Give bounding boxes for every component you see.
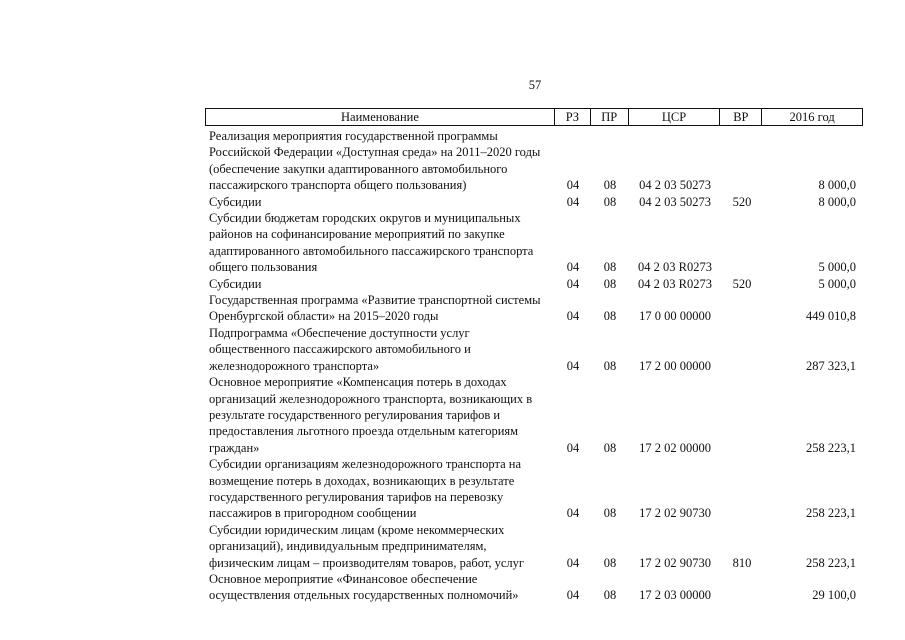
row-name-line: общего пользования (209, 260, 318, 275)
row-pr: 08 (603, 260, 617, 275)
row-amount: 258 223,1 (806, 555, 856, 570)
row-amount: 287 323,1 (806, 358, 856, 373)
row-name (205, 571, 555, 604)
table-row (205, 276, 863, 292)
row-name (205, 456, 555, 522)
row-rz: 04 (566, 309, 580, 324)
row-name-line: (обеспечение закупки адаптированного автомобильного (209, 161, 508, 176)
table-row (205, 128, 863, 194)
row-amount: 29 100,0 (812, 588, 856, 603)
row-amount: 8 000,0 (818, 194, 856, 209)
row-pr: 08 (603, 358, 617, 373)
table-header (205, 108, 863, 126)
table-body (205, 128, 863, 604)
row-rz: 04 (566, 194, 580, 209)
header-rz: РЗ (555, 109, 591, 125)
row-name-line: предоставления льготного проезда отдельным категориям (209, 424, 519, 439)
row-name-line: железнодорожного транспорта» (209, 358, 380, 373)
row-name-line: адаптированного автомобильного пассажирского транспорта (209, 243, 534, 258)
row-amount: 258 223,1 (806, 506, 856, 521)
table-row (205, 325, 863, 374)
row-pr: 08 (603, 588, 617, 603)
row-rz: 04 (566, 260, 580, 275)
row-csr: 04 2 03 50273 (639, 178, 711, 193)
row-vr: 520 (732, 194, 752, 209)
header-name: Наименование (206, 109, 555, 125)
row-rz: 04 (566, 178, 580, 193)
table-row (205, 194, 863, 210)
row-name (205, 522, 555, 571)
row-pr: 08 (603, 276, 617, 291)
row-name (205, 210, 555, 276)
row-name-line: Субсидии организациям железнодорожного транспорта на (209, 457, 522, 472)
row-csr: 17 2 03 00000 (639, 588, 711, 603)
row-amount: 8 000,0 (818, 178, 856, 193)
row-rz: 04 (566, 588, 580, 603)
row-name-line: граждан» (209, 440, 260, 455)
row-csr: 17 2 02 00000 (639, 440, 711, 455)
row-rz: 04 (566, 440, 580, 455)
row-name (205, 374, 555, 456)
row-name-line: Российской Федерации «Доступная среда» на 2011–2020 годы (209, 145, 541, 160)
page-number: 57 (528, 78, 542, 92)
row-name-line: Субсидии (209, 276, 262, 291)
row-amount: 5 000,0 (818, 260, 856, 275)
row-name (205, 128, 555, 194)
row-name (205, 292, 555, 325)
table-row (205, 571, 863, 604)
row-csr: 04 2 03 R0273 (638, 276, 712, 291)
row-name-line: организаций железнодорожного транспорта, возникающих в (209, 391, 533, 406)
row-name-line: Реализация мероприятия государственной программы (209, 129, 498, 143)
row-name (205, 325, 555, 374)
row-pr: 08 (603, 178, 617, 193)
row-rz: 04 (566, 276, 580, 291)
header-pr: ПР (591, 109, 629, 125)
row-csr: 04 2 03 50273 (639, 194, 711, 209)
header-year: 2016 год (789, 110, 835, 124)
budget-table (205, 108, 863, 604)
table-row (205, 522, 863, 571)
row-amount: 5 000,0 (818, 276, 856, 291)
row-name (205, 276, 555, 292)
row-csr: 17 0 00 00000 (639, 309, 711, 324)
row-name (205, 194, 555, 210)
row-csr: 17 2 02 90730 (639, 555, 711, 570)
row-vr: 810 (732, 555, 752, 570)
row-amount: 449 010,8 (806, 309, 856, 324)
table-row (205, 374, 863, 456)
row-rz: 04 (566, 358, 580, 373)
row-csr: 17 2 02 90730 (639, 506, 711, 521)
row-name-line: Субсидии (209, 194, 262, 209)
row-name-line: организаций), индивидуальным предпринимателям, (209, 539, 487, 554)
row-rz: 04 (566, 506, 580, 521)
row-vr: 520 (732, 276, 752, 291)
table-row (205, 292, 863, 325)
row-name-line: Государственная программа «Развитие транспортной системы (209, 293, 541, 308)
row-name-line: пассажирского транспорта общего пользования) (209, 178, 467, 193)
row-name-line: осуществления отдельных государственных полномочий» (209, 588, 519, 603)
table-row (205, 456, 863, 522)
row-name-line: пассажиров в пригородном сообщении (209, 506, 417, 521)
row-name-line: Субсидии бюджетам городских округов и муниципальных (209, 211, 521, 226)
row-name-line: Основное мероприятие «Компенсация потерь в доходах (209, 375, 507, 390)
row-name-line: государственного регулирования тарифов на перевозку (209, 489, 504, 504)
table-row (205, 210, 863, 276)
row-pr: 08 (603, 555, 617, 570)
row-name-line: Субсидии юридическим лицам (кроме некоммерческих (209, 522, 505, 537)
row-name-line: Оренбургской области» на 2015–2020 годы (209, 309, 439, 324)
row-pr: 08 (603, 506, 617, 521)
row-csr: 17 2 00 00000 (639, 358, 711, 373)
row-pr: 08 (603, 440, 617, 455)
row-csr: 04 2 03 R0273 (638, 260, 712, 275)
row-pr: 08 (603, 309, 617, 324)
row-name-line: общественного пассажирского автомобильного и (209, 342, 471, 357)
row-name-line: возмещение потерь в доходах, возникающих в результате (209, 473, 515, 488)
header-vr: ВР (720, 109, 762, 125)
row-name-line: Основное мероприятие «Финансовое обеспечение (209, 571, 478, 586)
row-rz: 04 (566, 555, 580, 570)
row-pr: 08 (603, 194, 617, 209)
row-name-line: Подпрограмма «Обеспечение доступности услуг (209, 325, 470, 340)
row-name-line: районов на софинансирование мероприятий по закупке (209, 227, 505, 242)
row-name-line: результате государственного регулирования тарифов и (209, 407, 501, 422)
row-name-line: физическим лицам – производителям товаров, работ, услуг (209, 555, 525, 570)
row-amount: 258 223,1 (806, 440, 856, 455)
header-csr: ЦСР (629, 109, 721, 125)
